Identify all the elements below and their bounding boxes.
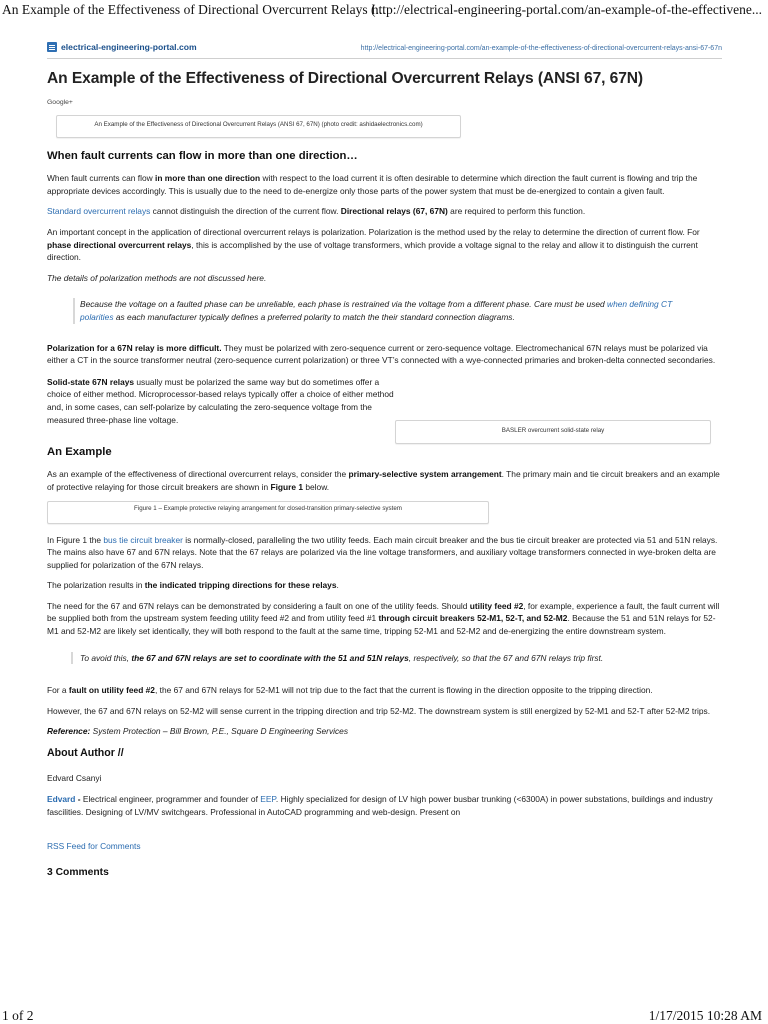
figure-1-caption: Figure 1 – Example protective relaying arrangement for closed-transition primary-selective system (134, 504, 402, 512)
bus-tie-circuit-breaker-link[interactable]: bus tie circuit breaker (103, 534, 183, 545)
paragraph-figure-1: In Figure 1 the bus tie circuit breaker is normally-closed, paralleling the two utility feeds. Each main circuit breaker and the bus tie circuit breaker are protected via 51 and 51N relays. The mains also have 67 and 67N relays. Note that the 67 relays are polarized via the line voltage transformers, and auxiliary voltage transformers connected in wye-broken delta are supplied for polarization of the 67N relays. (47, 534, 718, 570)
site-logo[interactable] (47, 41, 197, 54)
paragraph-solid-state: Solid-state 67N relays usually must be polarized the same way but do sometimes offer a choice of either method. Microprocessor-based relays typically offer a choice of either method and, in some cases, can self-polarize by calculating the zero-sequence voltage from the measured three-phase line voltage. (47, 376, 394, 425)
page-url-link[interactable]: http://electrical-engineering-portal.com/an-example-of-the-effectiveness-of-directional-overcurrent-relays-ansi-67-67n (360, 45, 722, 52)
basler-relay-image (395, 420, 711, 444)
paragraph-standard-relays: Standard overcurrent relays cannot distinguish the direction of the current flow. Directional relays (67, 67N) are required to perform this function. (47, 206, 586, 217)
blockquote-voltage: Because the voltage on a faulted phase can be unreliable, each phase is restrained via the voltage from a different phase. Care must be used when defining CT polarities as each manufacturer typically defines a preferred polarity to match the their standard connection diagrams. (73, 298, 722, 323)
ct-polarities-link[interactable]: when defining CT polarities (80, 299, 673, 322)
section-heading-an-example: An Example (47, 445, 112, 458)
solid-state-block (47, 376, 722, 425)
standard-overcurrent-relays-link[interactable]: Standard overcurrent relays (47, 206, 151, 217)
reference-line: Reference: System Protection – Bill Brown, P.E., Square D Engineering Services (47, 726, 349, 737)
author-bio: Edvard - Electrical engineer, programmer and founder of EEP. Highly specialized for design of LV high power busbar trunking (<6300A) in power substations, buildings and industry fascilities. Designing of LV/MV switchgears. Professional in AutoCAD programming and web-design. Present on (47, 794, 713, 817)
paragraph-polarization: An important concept in the application of directional overcurrent relays is polarization. Polarization is the method used by the relay to determine the direction of current flow. For phase directional overcurrent relays, this is accomplished by the use of voltage transformers, which provide a voltage signal to the relay and allow it to distinguish the current direction. (47, 226, 700, 263)
comments-heading: 3 Comments (47, 867, 109, 878)
basler-relay-caption: BASLER overcurrent solid-state relay (501, 427, 605, 434)
print-header (0, 0, 768, 22)
site-name[interactable]: electrical-engineering-portal.com (61, 42, 197, 52)
paragraph-details-note: The details of polarization methods are not discussed here. (47, 272, 267, 283)
figure-1-image (47, 501, 489, 524)
print-footer-page: 1 of 2 (2, 1008, 34, 1023)
paragraph-fault-feed-2: For a fault on utility feed #2, the 67 and 67N relays for 52-M1 will not trip due to the fact that the current is flowing in the direction opposite to the tripping direction. (47, 685, 653, 696)
paragraph-52-m2: However, the 67 and 67N relays on 52-M2 will sense current in the tripping direction and trip 52-M2. The downstream system is still energized by 52-M1 and 52-T after 52-M2 trips. (47, 705, 711, 716)
rss-feed-link[interactable] (47, 840, 722, 853)
site-bar (47, 40, 722, 59)
featured-image-caption: An Example of the Effectiveness of Directional Overcurrent Relays (ANSI 67, 67N) (photo credit: ashidaelectronics.com) (94, 120, 423, 128)
print-header-title: An Example of the Effectiveness of Directional Overcurrent Relays (... (2, 2, 386, 17)
google-plus-link[interactable]: Google+ (47, 99, 73, 106)
author-name-link[interactable]: Edvard (47, 794, 76, 805)
list-logo-icon (47, 42, 57, 52)
paragraph-example-intro: As an example of the effectiveness of directional overcurrent relays, consider the primary-selective system arrangement. The primary main and tie circuit breakers and an example of protective relaying for those circuit breakers are shown in Figure 1 below. (47, 469, 720, 492)
eep-link[interactable]: EEP (260, 794, 276, 805)
paragraph-67n-polarization: Polarization for a 67N relay is more difficult. They must be polarized with zero-sequence current or zero-sequence voltage. Electromechanical 67N relays must be polarized via either a CT in the source transformer neutral (zero-sequence current polarization) or three VT’s connected with a wye-connected primaries and broken-delta connected secondaries. (47, 342, 716, 366)
paragraph-need-for-relays: The need for the 67 and 67N relays can be demonstrated by considering a fault on one of the utility feeds. Should utility feed #2, for example, experience a fault, the fault current will be supplied both from the upstream system feeding utility feed #2 and from utility feed #1 through circuit breakers 52-M1, 52-T, and 52-M2. Because the 51 and 51N relays for 52-M1 and 52-M2 are likely set identically, they will both respond to the fault at the same time, tripping 52-M1 and 52-M2 and de-energizing the entire downstream system. (47, 600, 720, 637)
article-content (47, 40, 722, 880)
paragraph-fault-direction: When fault currents can flow in more than one direction with respect to the load current it is often desirable to determine which direction the fault current is flowing and trip the appropriate devices accordingly. This is usually due to the need to de-energize only those parts of the power system that must be de-energized to contain a given fault. (47, 173, 698, 196)
blockquote-coordinate: To avoid this, the 67 and 67N relays are set to coordinate with the 51 and 51N relays, respectively, so that the 67 and 67N relays trip first. (71, 652, 722, 665)
about-author-heading: About Author // (47, 747, 124, 760)
paragraph-polarization-results: The polarization results in the indicated tripping directions for these relays. (47, 580, 339, 591)
print-footer-date: 1/17/2015 10:28 AM (648, 1008, 762, 1023)
author-name: Edvard Csanyi (47, 772, 102, 783)
featured-image (56, 115, 461, 138)
print-footer (0, 1008, 768, 1024)
print-header-url: http://electrical-engineering-portal.com/an-example-of-the-effectivene... (371, 2, 762, 17)
rss-feed-comments-link[interactable]: RSS Feed for Comments (47, 841, 141, 852)
section-heading-fault-currents: When fault currents can flow in more than one direction… (47, 149, 358, 162)
article-title: An Example of the Effectiveness of Directional Overcurrent Relays (ANSI 67, 67N) (47, 70, 644, 87)
